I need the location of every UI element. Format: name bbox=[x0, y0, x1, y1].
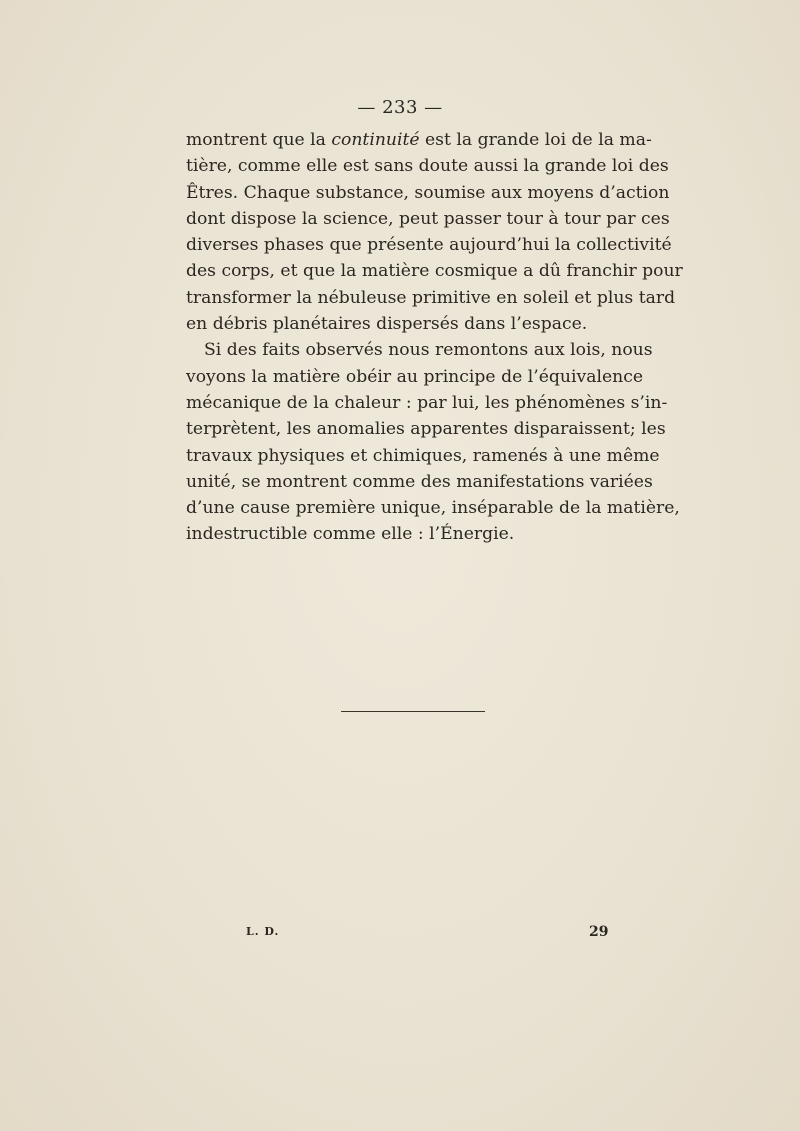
text-line-15: d’une cause première unique, inséparable de la matière, bbox=[186, 498, 680, 519]
body-text bbox=[186, 127, 683, 548]
text-line-1 bbox=[186, 127, 652, 153]
text-line-3: Êtres. Chaque substance, soumise aux moyens d’action bbox=[186, 182, 670, 203]
text-line-11: mécanique de la chaleur : par lui, les phénomènes s’in- bbox=[186, 392, 668, 413]
text-line-10: voyons la matière obéir au principe de l’équivalence bbox=[186, 366, 643, 387]
text-line-5: diverses phases que présente aujourd’hui la collectivité bbox=[186, 235, 672, 256]
text-line-6: des corps, et que la matière cosmique a dû franchir pour bbox=[186, 261, 683, 282]
text-line-8: en débris planétaires dispersés dans l’espace. bbox=[186, 314, 588, 335]
sheet-number: 29 bbox=[589, 924, 609, 940]
text-line-9: Si des faits observés nous remontons aux lois, nous bbox=[204, 340, 653, 361]
text-line-14: unité, se montrent comme des manifestations variées bbox=[186, 471, 653, 492]
page-number-header: — 233 — bbox=[357, 97, 443, 118]
italic-word: continuité bbox=[331, 130, 420, 150]
text-line-7: transformer la nébuleuse primitive en soleil et plus tard bbox=[186, 287, 676, 308]
text-line-16: indestructible comme elle : l’Énergie. bbox=[186, 524, 515, 545]
text-line-2: tière, comme elle est sans doute aussi la grande loi des bbox=[186, 156, 669, 177]
section-end-rule bbox=[341, 711, 485, 712]
text-line-1-start: montrent que la bbox=[186, 130, 332, 150]
text-line-12: terprètent, les anomalies apparentes disparaissent; les bbox=[186, 419, 666, 440]
printer-signature: L. D. bbox=[246, 925, 280, 938]
text-line-1-end: est la grande loi de la ma- bbox=[419, 130, 652, 150]
text-line-4: dont dispose la science, peut passer tour à tour par ces bbox=[186, 208, 670, 229]
text-line-13: travaux physiques et chimiques, ramenés à une même bbox=[186, 445, 660, 466]
